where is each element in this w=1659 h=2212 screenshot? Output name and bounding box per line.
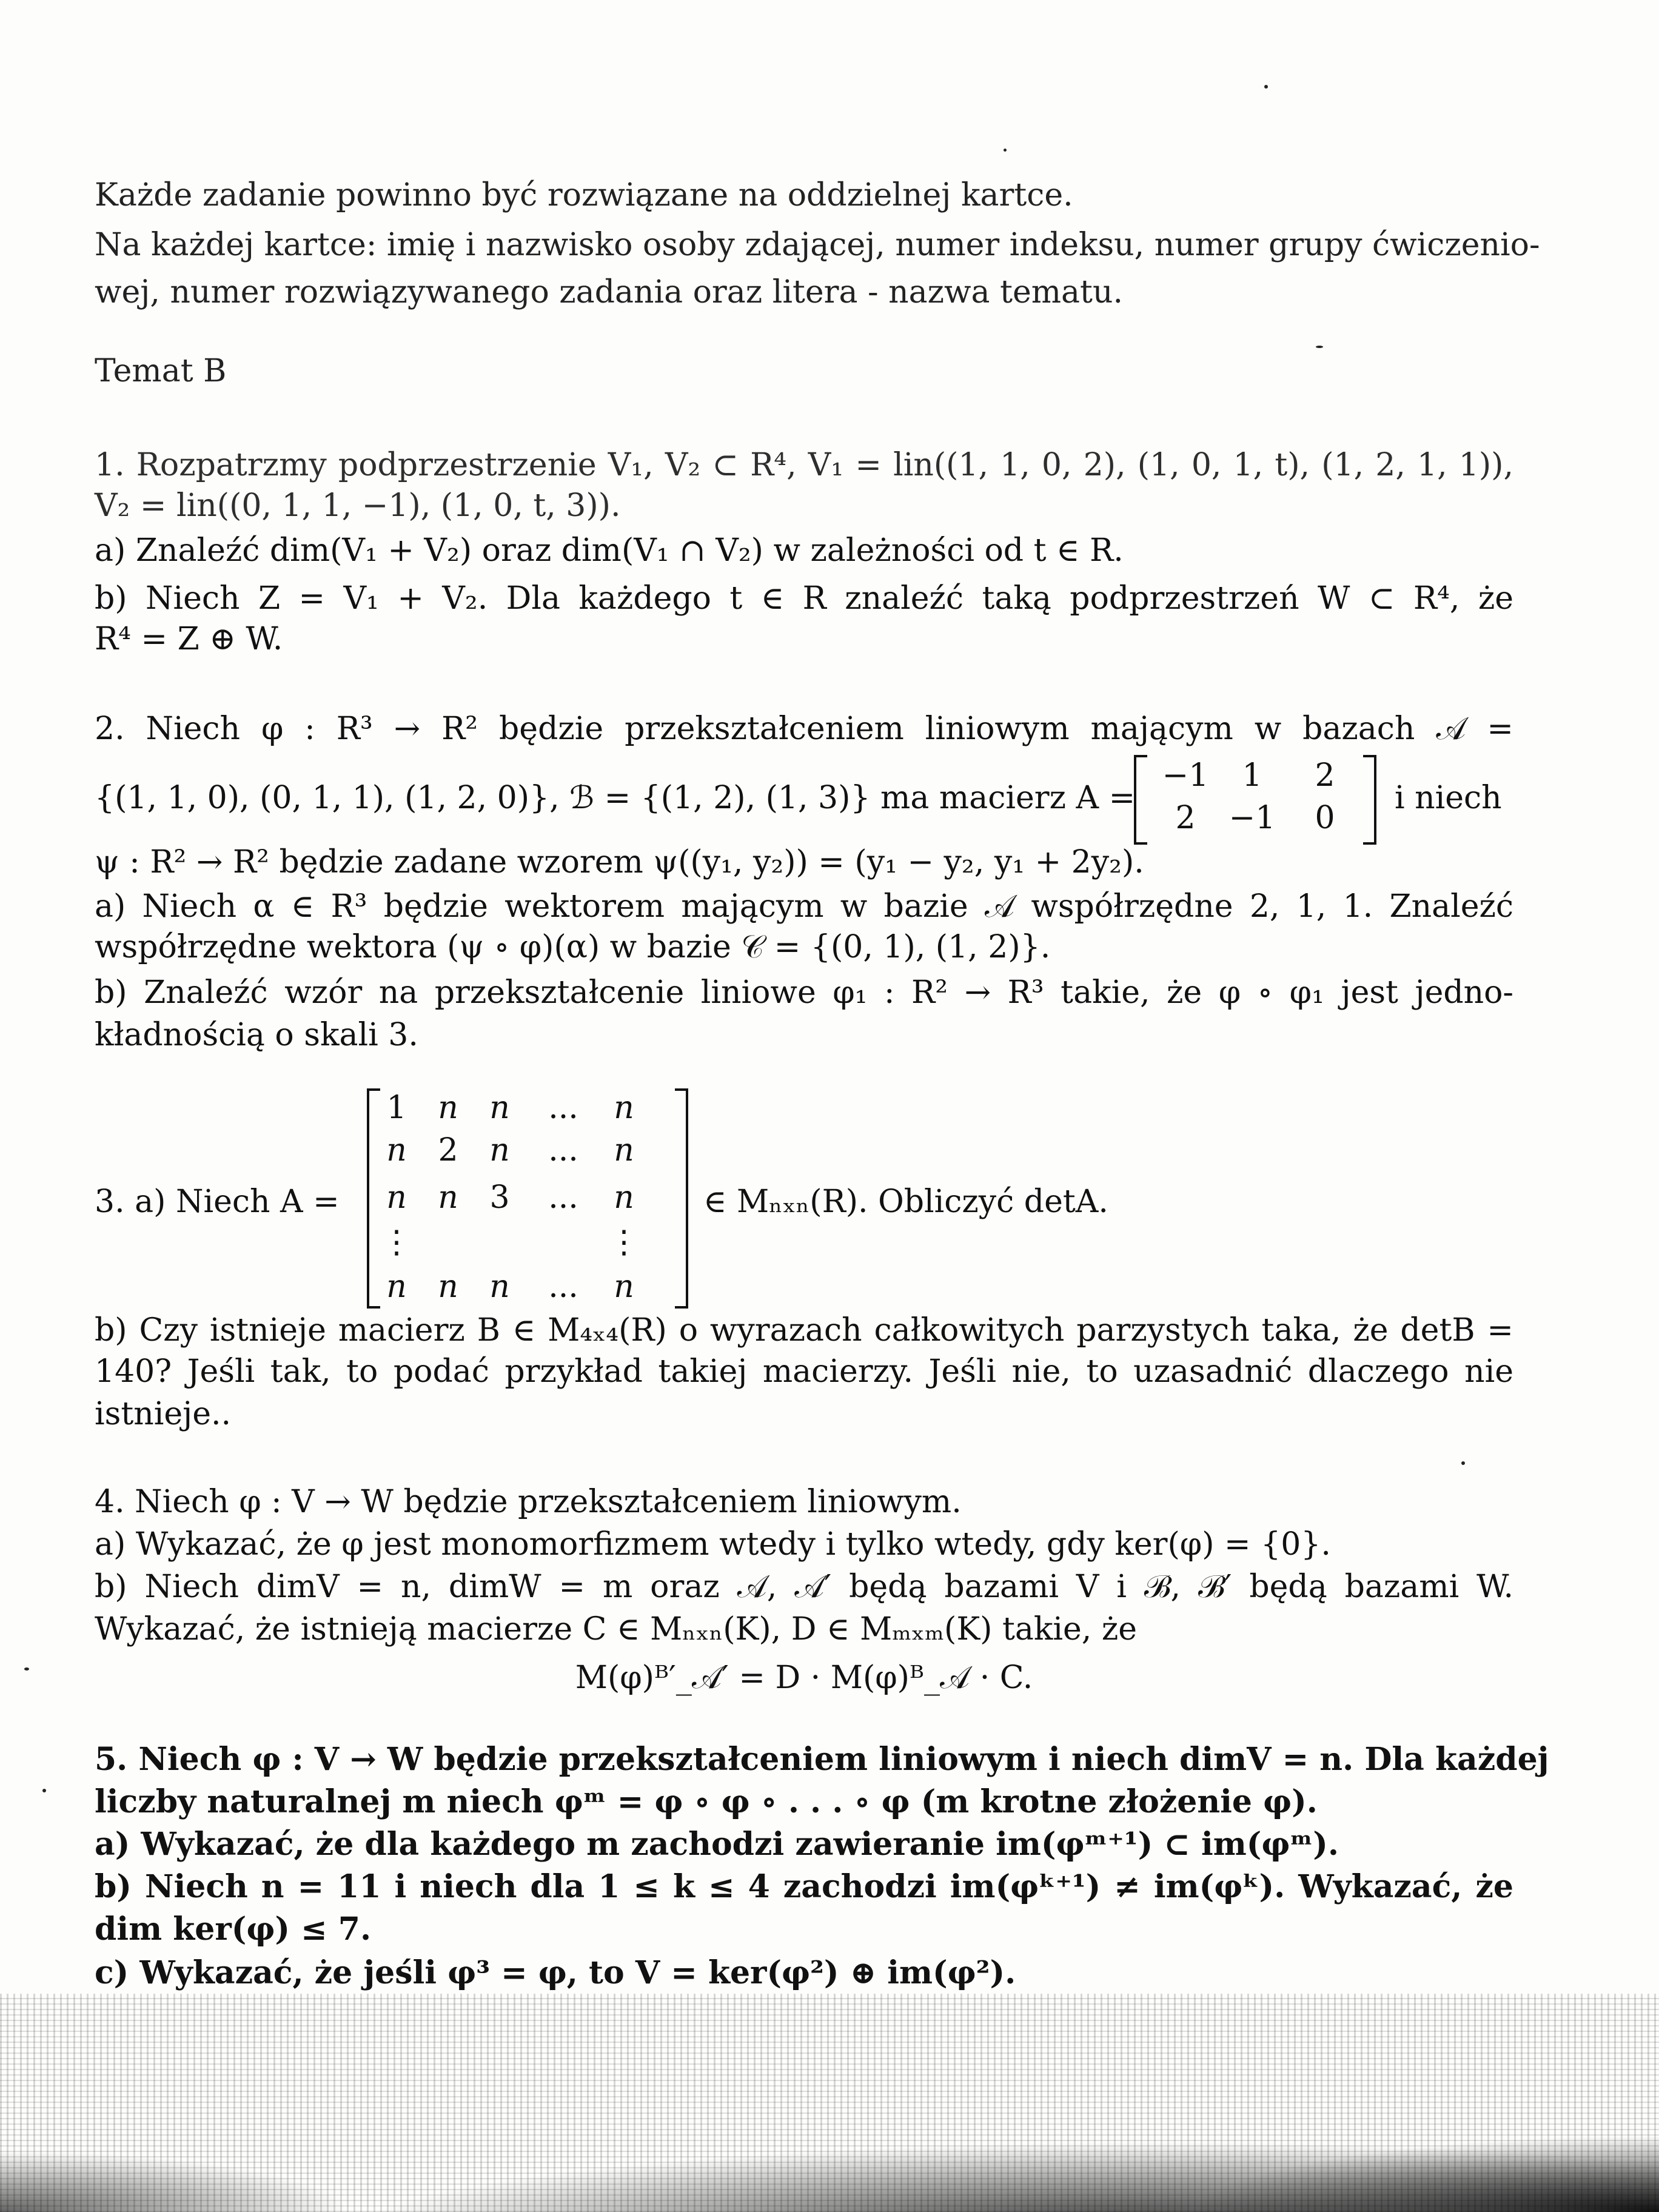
problem-3-part-b: b) Czy istnieje macierz B ∈ M₄ₓ₄(R) o wyrazach całkowitych parzystych taka, że detB = (95, 1312, 1513, 1349)
problem-5-part-b: b) Niech n = 11 i niech dla 1 ≤ k ≤ 4 zachodzi im(φᵏ⁺¹) ≠ im(φᵏ). Wykazać, że (95, 1868, 1513, 1905)
matrix-cell: ⋮ (381, 1224, 412, 1261)
problem-5-part-b-cont: dim ker(φ) ≤ 7. (95, 1911, 372, 1948)
matrix-cell: 1 (386, 1090, 407, 1126)
problem-4-part-b: b) Niech dimV = n, dimW = m oraz 𝒜, 𝒜′ będą bazami V i ℬ, ℬ′ będą bazami W. (95, 1569, 1513, 1605)
matrix-cell: n (614, 1090, 634, 1126)
scan-speck (24, 1667, 29, 1671)
problem-4-part-b-cont: Wykazać, że istnieją macierze C ∈ Mₙₓₙ(K), D ∈ Mₘₓₘ(K) takie, że (95, 1611, 1138, 1647)
problem-3-after-matrix: ∈ Mₙₓₙ(R). Obliczyć detA. (703, 1184, 1108, 1220)
problem-2-line-3: ψ : R² → R² będzie zadane wzorem ψ((y₁, y₂)) = (y₁ − y₂, y₁ + 2y₂). (95, 844, 1144, 880)
problem-3-part-b-cont-1: 140? Jeśli tak, to podać przykład takiej macierzy. Jeśli nie, to uzasadnić dlaczego nie (95, 1353, 1513, 1390)
matrix-cell: 2 (438, 1132, 458, 1168)
problem-3-part-b-cont-2: istnieje.. (95, 1396, 232, 1432)
problem-2-part-b: b) Znaleźć wzór na przekształcenie liniowe φ₁ : R² → R³ takie, że φ ∘ φ₁ jest jedno- (95, 974, 1513, 1011)
problem-1-line-2: V₂ = lin((0, 1, 1, −1), (1, 0, t, 3)). (95, 488, 621, 524)
scan-speck (1316, 346, 1323, 348)
problem-2-part-b-cont: kładnością o skali 3. (95, 1017, 418, 1053)
matrix-cell: n (614, 1132, 634, 1168)
matrix-cell: n (386, 1179, 407, 1216)
problem-5-line-1: 5. Niech φ : V → W będzie przekształceniem liniowym i niech dimV = n. Dla każdej (95, 1741, 1549, 1778)
matrix-cell: ... (548, 1179, 578, 1216)
scan-speck (42, 1789, 46, 1792)
problem-5-part-c: c) Wykazać, że jeśli φ³ = φ, to V = ker(φ²) ⊕ im(φ²). (95, 1954, 1016, 1991)
matrix-cell: ... (548, 1090, 578, 1126)
scan-speck (1264, 85, 1268, 89)
problem-1-part-b-cont: R⁴ = Z ⊕ W. (95, 621, 283, 657)
matrix-cell: n (386, 1132, 407, 1168)
problem-2-line-1: 2. Niech φ : R³ → R² będzie przekształceniem liniowym mającym w bazach 𝒜 = (95, 711, 1513, 747)
matrix-cell: −1 (1228, 800, 1276, 836)
problem-2-line-2-right: i niech (1395, 780, 1502, 816)
scan-speck (1004, 149, 1007, 152)
matrix-cell: ... (548, 1269, 578, 1305)
problem-5-part-a: a) Wykazać, że dla każdego m zachodzi zawieranie im(φᵐ⁺¹) ⊂ im(φᵐ). (95, 1826, 1339, 1863)
problem-1-part-a: a) Znaleźć dim(V₁ + V₂) oraz dim(V₁ ∩ V₂) w zależności od t ∈ R. (95, 532, 1124, 569)
problem-5-line-2: liczby naturalnej m niech φᵐ = φ ∘ φ ∘ . . . ∘ φ (m krotne złożenie φ). (95, 1783, 1318, 1820)
matrix-A-problem-3 (367, 1088, 688, 1307)
matrix-A-problem-2 (1134, 755, 1376, 846)
problem-4-part-a: a) Wykazać, że φ jest monomorfizmem wtedy i tylko wtedy, gdy ker(φ) = {0}. (95, 1526, 1331, 1563)
problem-1-part-b: b) Niech Z = V₁ + V₂. Dla każdego t ∈ R znaleźć taką podprzestrzeń W ⊂ R⁴, że (95, 580, 1513, 617)
instruction-line-3: wej, numer rozwiązywanego zadania oraz litera - nazwa tematu. (95, 274, 1123, 310)
matrix-cell: n (386, 1269, 407, 1305)
topic-heading: Temat B (95, 353, 227, 389)
problem-4-line-1: 4. Niech φ : V → W będzie przekształceniem liniowym. (95, 1484, 962, 1520)
instruction-line-1: Każde zadanie powinno być rozwiązane na oddzielnej kartce. (95, 177, 1073, 213)
problem-4-formula: M(φ)ᴮ′_𝒜′ = D · M(φ)ᴮ_𝒜 · C. (575, 1660, 1033, 1696)
scan-speck (1461, 1461, 1465, 1465)
matrix-cell: ... (548, 1132, 578, 1168)
matrix-cell: n (489, 1132, 510, 1168)
matrix-cell: 1 (1242, 757, 1262, 794)
matrix-cell: n (438, 1179, 458, 1216)
matrix-cell: 0 (1315, 800, 1335, 836)
problem-1-line-1: 1. Rozpatrzmy podprzestrzenie V₁, V₂ ⊂ R⁴, V₁ = lin((1, 1, 0, 2), (1, 0, 1, t), (1, 2, 1, 1)), (95, 447, 1513, 483)
problem-2-part-a-cont: współrzędne wektora (ψ ∘ φ)(α) w bazie 𝒞 = {(0, 1), (1, 2)}. (95, 929, 1051, 965)
matrix-cell: 3 (489, 1179, 510, 1216)
matrix-cell: n (438, 1090, 458, 1126)
matrix-cell: n (489, 1269, 510, 1305)
matrix-cell: n (489, 1090, 510, 1126)
problem-2-line-2-left: {(1, 1, 0), (0, 1, 1), (1, 2, 0)}, ℬ = {(1, 2), (1, 3)} ma macierz A = (95, 780, 1136, 816)
problem-3-label: 3. a) Niech A = (95, 1184, 340, 1220)
matrix-cell: 2 (1315, 757, 1335, 794)
scan-noise-bottom (0, 1994, 1659, 2212)
matrix-cell: ⋮ (608, 1224, 640, 1261)
right-bracket (1363, 755, 1376, 845)
problem-2-part-a: a) Niech α ∈ R³ będzie wektorem mającym w bazie 𝒜 współrzędne 2, 1, 1. Znaleźć (95, 888, 1513, 925)
left-bracket (1134, 755, 1147, 845)
matrix-cell: n (438, 1269, 458, 1305)
matrix-cell: n (614, 1179, 634, 1216)
matrix-cell: −1 (1162, 757, 1209, 794)
matrix-cell: n (614, 1269, 634, 1305)
matrix-cell: 2 (1175, 800, 1196, 836)
instruction-line-2: Na każdej kartce: imię i nazwisko osoby zdającej, numer indeksu, numer grupy ćwiczenio- (95, 227, 1540, 263)
